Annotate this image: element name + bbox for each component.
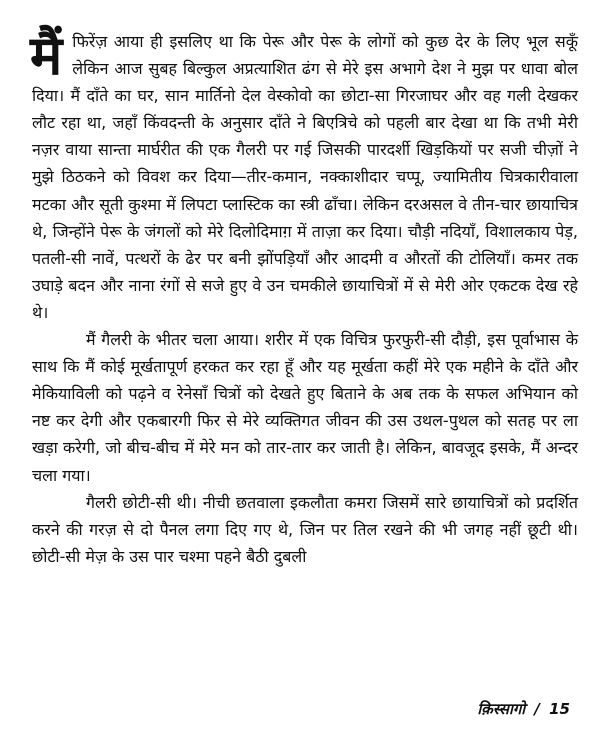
page-footer [477, 699, 570, 719]
paragraph-1 [30, 24, 578, 326]
paragraph-2: मैं गैलरी के भीतर चला आया। शरीर में एक विचित्र फुरफुरी-सी दौड़ी, इस पूर्वाभास के साथ कि मैं कोई मूर्खतापूर्ण हरकत कर रहा हूँ और यह मूर्खता कहीं मेरे एक महीने के दाँते और मेकियाविली को पढ़ने व रेनेसाँ चित्रों को देखते हुए बिताने के अब तक के सफल अभियान को नष्ट कर देगी और एकबारगी फिर से मेरे व्यक्तिगत जीवन की उस उथल-पुथल को सतह पर ला खड़ा करेगी, जो बीच-बीच में मेरे मन को तार-तार कर जाती है। लेकिन, बावजूद इसके, मैं अन्दर चला गया। [32, 330, 578, 485]
body-text [30, 24, 578, 570]
footer-separator: / [534, 700, 540, 718]
paragraph-3: गैलरी छोटी-सी थी। नीची छतवाला इकलौता कमरा जिसमें सारे छायाचित्रों को प्रदर्शित करने की गरज़ से दो पैनल लगा दिए गए थे, जिन पर तिल रखने की भी जगह नहीं छूटी थी। छोटी-सी मेज़ के उस पार चश्मा पहने बैठी दुबली [32, 492, 578, 566]
page-number: 15 [549, 700, 570, 718]
book-title: क़िस्सागो [477, 700, 526, 718]
drop-cap: मैं [30, 24, 63, 87]
paragraph-1-text: फिरेंज़ आया ही इसलिए था कि पेरू और पेरू के लोगों को कुछ देर के लिए भूल सकूँ लेकिन आज सुबह बिल्कुल अप्रत्याशित ढंग से मेरे इस अभागे देश ने मुझ पर धावा बोल दिया। मैं दाँते का घर, सान मार्तिनो देल वेस्कोवो का छोटा-सा गिरजाघर और वह गली देखकर लौट रहा था, जहाँ किंवदन्ती के अनुसार दाँते ने बिएत्रिचे को पहली बार देखा था कि तभी मेरी नज़र वाया सान्ता मार्घरीत की एक गैलरी पर गई जिसकी पारदर्शी खिड़कियों पर सजी चीज़ों ने मुझे ठिठकने को विवश कर दिया—तीर-कमान, नक्काशीदार चप्पू, ज्यामितीय चित्रकारीवाला मटका और सूती कुश्मा में लिपटा प्लास्टिक का स्त्री ढाँचा। लेकिन दरअसल वे तीन-चार छायाचित्र थे, जिन्होंने पेरू के जंगलों को मेरे दिलोदिमाग़ में ताज़ा कर दिया। चौड़ी नदियाँ, विशालकाय पेड़, पतली-सी नावें, पत्थरों के ढेर पर बनी झोंपड़ियाँ और आदमी व औरतों की टोलियाँ। कमर तक उघाड़े बदन और नाना रंगों से सजे हुए वे उन चमकीले छायाचित्रों में से मेरी ओर एकटक देख रहे थे। [32, 32, 578, 322]
